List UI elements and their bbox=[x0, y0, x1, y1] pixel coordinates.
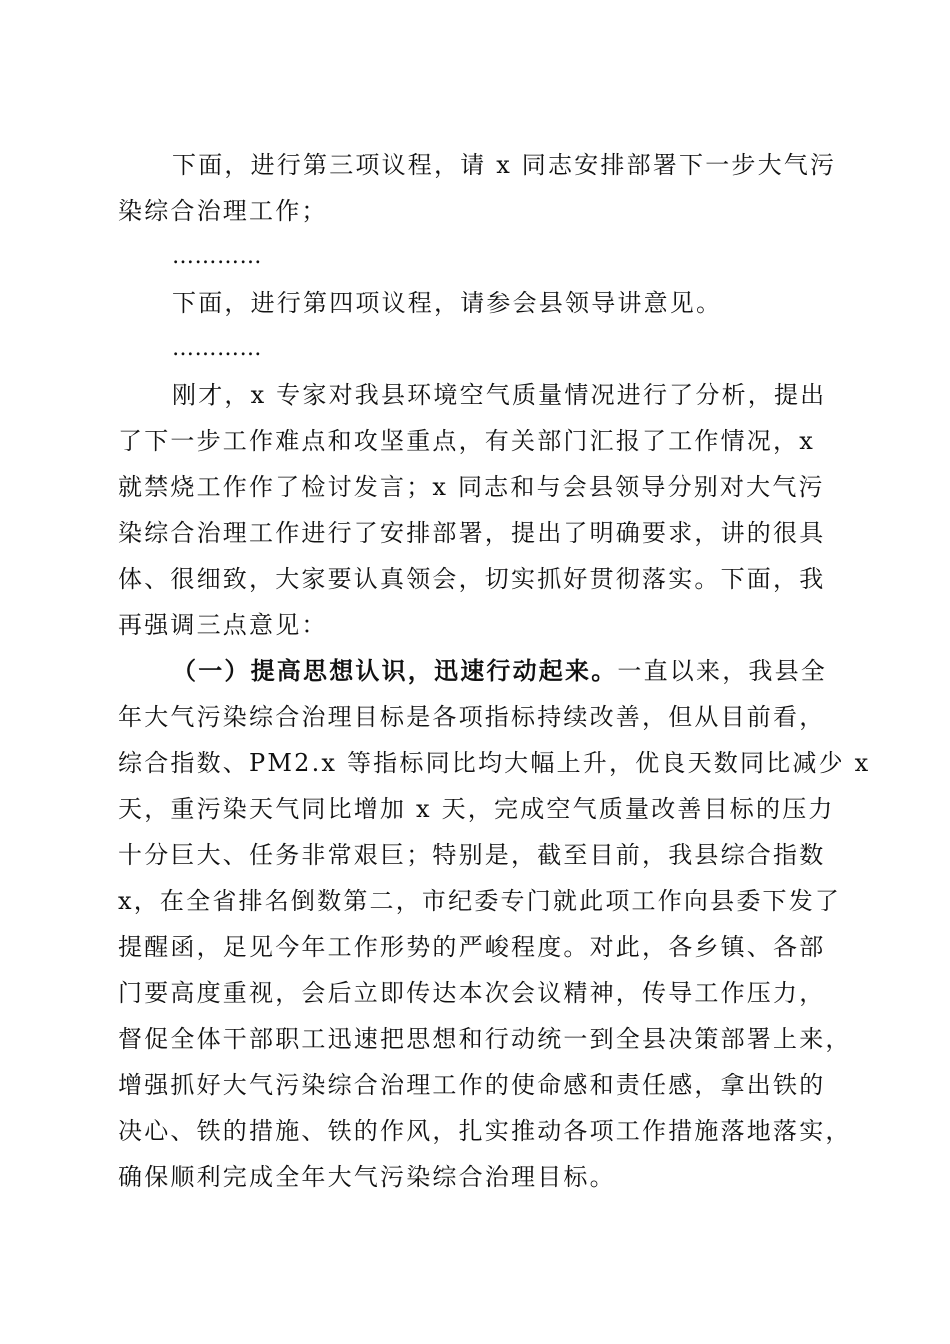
paragraph-agenda-three bbox=[118, 142, 837, 234]
text-line: 门要高度重视，会后立即传达本次会议精神，传导工作压力， bbox=[118, 979, 826, 1007]
paragraph-summary bbox=[118, 372, 830, 648]
text-line: 决心、铁的措施、铁的作风，扎实推动各项工作措施落地落实， bbox=[118, 1117, 852, 1145]
paragraph-agenda-four bbox=[118, 280, 830, 326]
section-heading: （一）提高思想认识，迅速行动起来。 bbox=[172, 656, 618, 685]
text-line: 提醒函，足见今年工作形势的严峻程度。对此，各乡镇、各部 bbox=[118, 933, 826, 961]
text-line: 督促全体干部职工迅速把思想和行动统一到全县决策部署上来， bbox=[118, 1025, 852, 1053]
text-line: x，在全省排名倒数第二，市纪委专门就此项工作向县委下发了 bbox=[118, 887, 842, 915]
text-line: 天，重污染天气同比增加 x 天，完成空气质量改善目标的压力 bbox=[118, 795, 835, 823]
text-run: 一直以来，我县全 bbox=[617, 657, 828, 685]
text-line: 下面，进行第四项议程，请参会县领导讲意见。 bbox=[172, 289, 723, 317]
ellipsis-separator: ………… bbox=[172, 244, 262, 269]
text-line: 刚才，x 专家对我县环境空气质量情况进行了分析，提出 bbox=[172, 381, 827, 409]
text-line: 就禁烧工作作了检讨发言；x 同志和与会县领导分别对大气污 bbox=[118, 473, 825, 501]
text-line: 下面，进行第三项议程，请 x 同志安排部署下一步大气污 bbox=[172, 151, 837, 179]
text-line: 增强抓好大气污染综合治理工作的使命感和责任感，拿出铁的 bbox=[118, 1071, 826, 1099]
text-line: 体、很细致，大家要认真领会，切实抓好贯彻落实。下面，我 bbox=[118, 565, 826, 593]
text-line: 再强调三点意见： bbox=[118, 611, 328, 639]
text-line: 十分巨大、任务非常艰巨；特别是，截至目前，我县综合指数 bbox=[118, 841, 826, 869]
text-line: 了下一步工作难点和攻坚重点，有关部门汇报了工作情况，x bbox=[118, 427, 815, 455]
text-line: 确保顺利完成全年大气污染综合治理目标。 bbox=[118, 1163, 616, 1191]
ellipsis-separator: ………… bbox=[172, 336, 262, 361]
text-line: 综合指数、PM2.x 等指标同比均大幅上升，优良天数同比减少 x bbox=[118, 749, 871, 777]
text-line: 染综合治理工作； bbox=[118, 197, 328, 225]
paragraph-point-one bbox=[118, 648, 871, 1200]
text-line bbox=[118, 648, 830, 694]
text-line: 染综合治理工作进行了安排部署，提出了明确要求，讲的很具 bbox=[118, 519, 826, 547]
text-line: 年大气污染综合治理目标是各项指标持续改善，但从目前看， bbox=[118, 703, 826, 731]
document-body bbox=[118, 142, 871, 1200]
